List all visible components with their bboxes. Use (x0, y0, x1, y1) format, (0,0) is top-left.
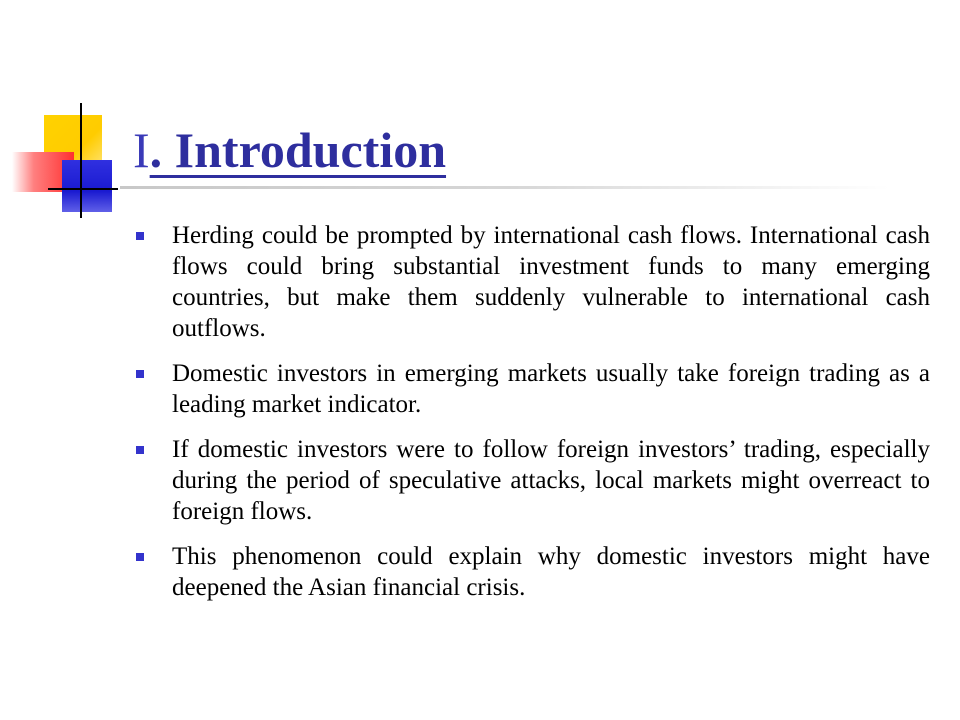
bullet-item (136, 541, 930, 603)
square-bullet-icon (136, 446, 144, 454)
bullet-list (136, 220, 930, 617)
bullet-text: If domestic investors were to follow foreign investors’ trading, especially during the period of speculative attacks, local markets might overreact to foreign flows. (172, 436, 930, 525)
ornament-blue-square (62, 160, 112, 212)
bullet-item (136, 220, 930, 344)
bullet-text: Domestic investors in emerging markets usually take foreign trading as a leading market indicator. (172, 360, 930, 418)
ornament-vertical-line (80, 103, 82, 218)
square-bullet-icon (136, 370, 144, 378)
square-bullet-icon (136, 553, 144, 561)
bullet-text: This phenomenon could explain why domestic investors might have deepened the Asian financial crisis. (172, 543, 930, 601)
bullet-item (136, 434, 930, 527)
title-text: . Introduction (149, 122, 447, 178)
slide-title (133, 118, 446, 182)
bullet-item (136, 358, 930, 420)
square-bullet-icon (136, 232, 144, 240)
title-numeral: I (133, 122, 150, 178)
ornament-horizontal-line (48, 188, 118, 190)
title-rule (120, 186, 890, 189)
bullet-text: Herding could be prompted by international cash flows. International cash flows could bring substantial investment funds to many emerging countries, but make them suddenly vulnerable to international cash outflows. (172, 222, 930, 342)
